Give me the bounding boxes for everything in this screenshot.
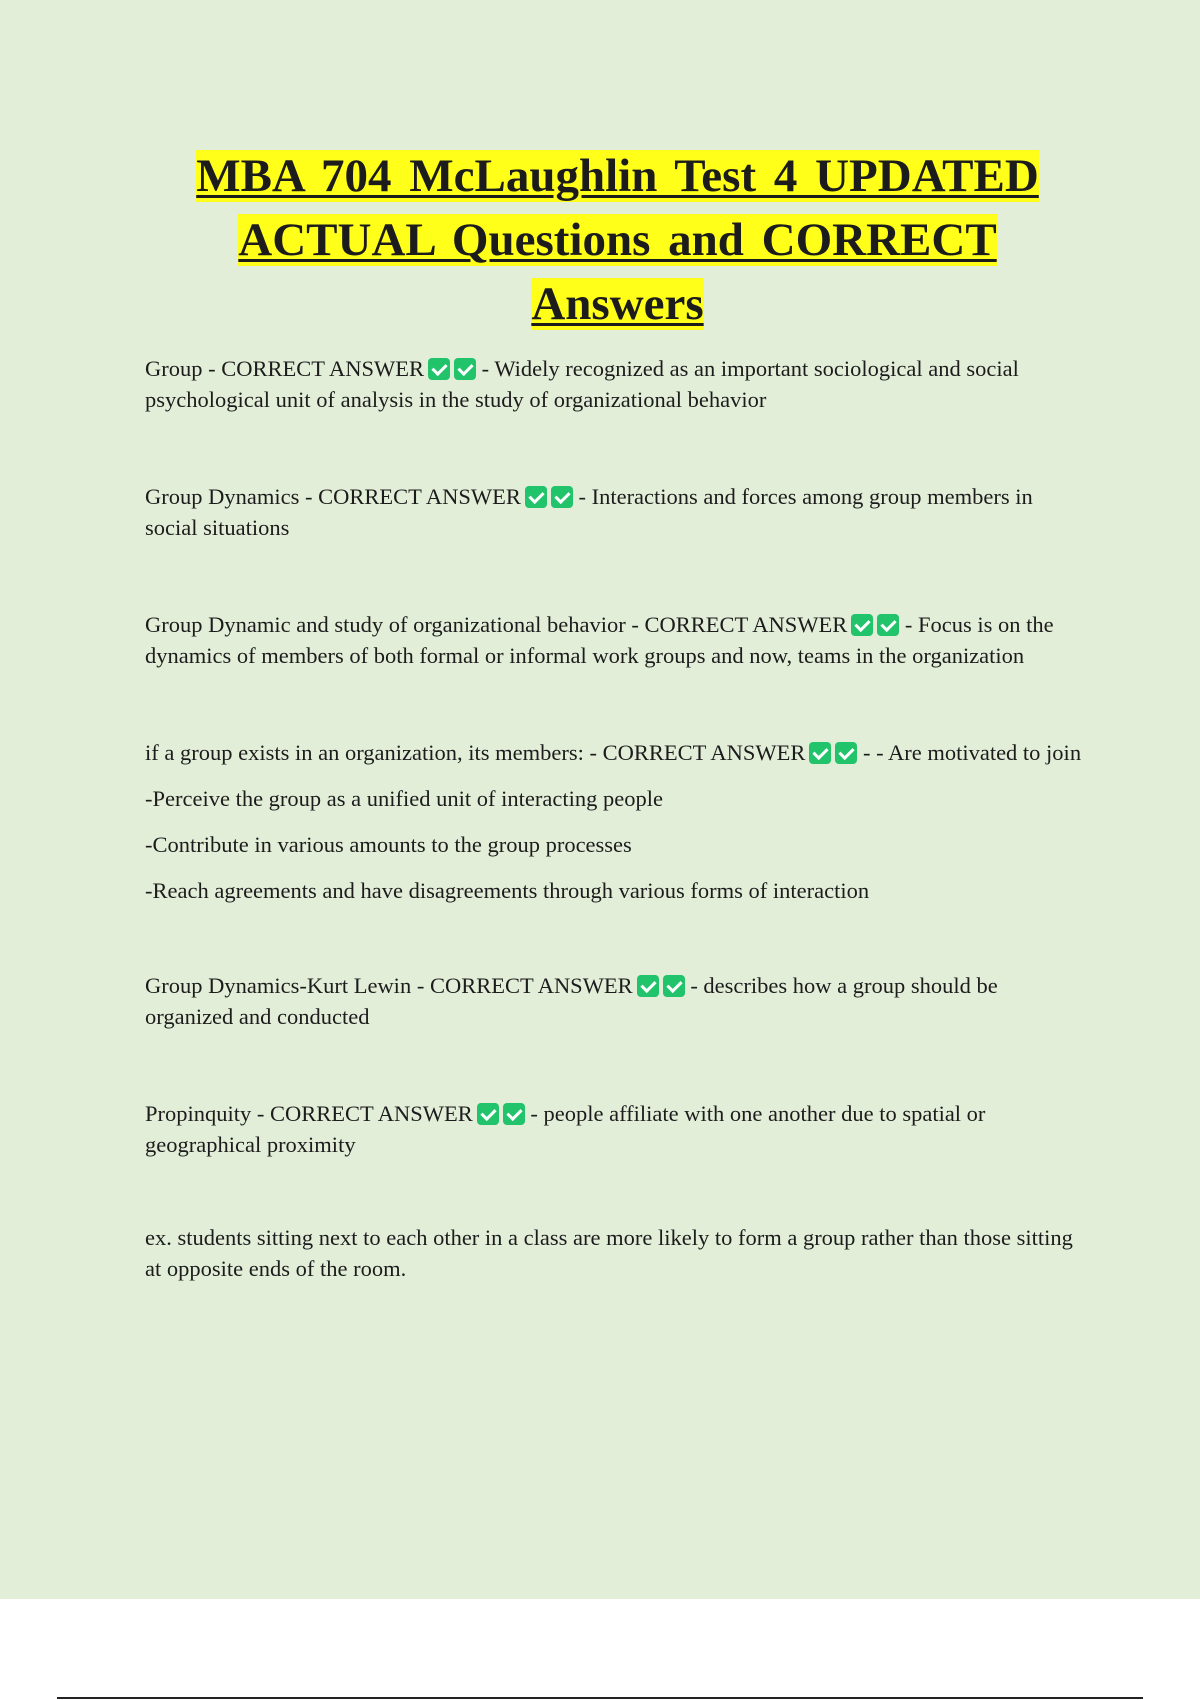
title-line-1: MBA 704 McLaughlin Test 4 UPDATED — [196, 150, 1039, 202]
qa-list — [145, 353, 1090, 1284]
qa-item-group-dynamics — [145, 481, 1090, 543]
check-box-icon — [477, 1103, 499, 1125]
correct-answer-label: - CORRECT ANSWER — [583, 740, 806, 765]
title-line-2: ACTUAL Questions and CORRECT — [238, 214, 997, 266]
qa-term: if a group exists in an organization, its members: — [145, 740, 584, 765]
qa-term: Group Dynamics-Kurt Lewin — [145, 973, 412, 998]
list-item: -Perceive the group as a unified unit of interacting people — [145, 786, 663, 811]
qa-definition: - Widely recognized as an important sociological and social psychological unit of analysis in the study of organizational behavior — [145, 356, 1019, 412]
check-box-icon — [503, 1103, 525, 1125]
check-box-icon — [551, 486, 573, 508]
check-box-icon — [637, 975, 659, 997]
page-title — [145, 144, 1090, 336]
qa-definition: - Focus is on the dynamics of members of both formal or informal work groups and now, teams in the organization — [145, 612, 1054, 668]
footer-divider — [57, 1697, 1143, 1699]
check-box-icon — [525, 486, 547, 508]
check-box-icon — [809, 742, 831, 764]
check-box-icon — [454, 358, 476, 380]
list-item: -Reach agreements and have disagreements through various forms of interaction — [145, 878, 870, 903]
check-box-icon — [851, 614, 873, 636]
correct-answer-label: - CORRECT ANSWER — [411, 973, 633, 998]
qa-question — [145, 737, 1090, 768]
qa-item-group-dynamic-study — [145, 609, 1090, 671]
qa-item-group — [145, 353, 1090, 415]
title-line-3: Answers — [531, 278, 704, 330]
qa-definition: - describes how a group should be organized and conducted — [145, 973, 998, 1029]
qa-definition: - Interactions and forces among group members in social situations — [145, 484, 1033, 540]
correct-answer-label: - CORRECT ANSWER — [299, 484, 521, 509]
example-text: ex. students sitting next to each other in a class are more likely to form a group rather than those sitting at opposite ends of the room. — [145, 1225, 1073, 1281]
qa-item-propinquity — [145, 1098, 1090, 1160]
qa-term: Propinquity — [145, 1101, 252, 1126]
qa-definition: - - Are motivated to join — [857, 740, 1082, 765]
correct-answer-label: - CORRECT ANSWER — [251, 1101, 473, 1126]
qa-term: Group — [145, 356, 203, 381]
qa-term: Group Dynamic and study of organizational behavior — [145, 612, 626, 637]
qa-item-group-members — [145, 737, 1090, 906]
correct-answer-label: - CORRECT ANSWER — [202, 356, 424, 381]
correct-answer-label: - CORRECT ANSWER — [625, 612, 848, 637]
check-box-icon — [877, 614, 899, 636]
qa-item-kurt-lewin — [145, 970, 1090, 1032]
check-box-icon — [835, 742, 857, 764]
list-item: -Contribute in various amounts to the group processes — [145, 832, 632, 857]
qa-term: Group Dynamics — [145, 484, 300, 509]
check-box-icon — [663, 975, 685, 997]
check-box-icon — [428, 358, 450, 380]
qa-definition: - people affiliate with one another due to spatial or geographical proximity — [145, 1101, 986, 1157]
